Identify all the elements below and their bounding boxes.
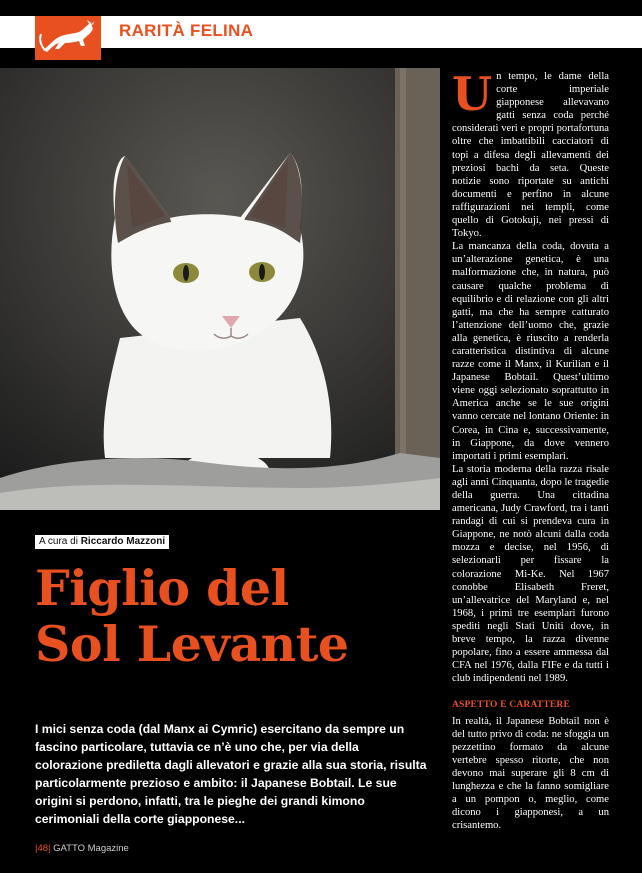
page-footer [35,843,129,854]
article-paragraph-1: n tempo, le dame della corte imperiale giapponese allevavano gatti senza coda perché considerati veri e propri portafortuna oltre che imbattibili cacciatori di topi a difesa degli allevamenti dei preziosi bachi da seta. Queste notizie sono riportate su antichi documenti e perfino in alcune raffigurazioni nei templi, come quello di Gotokuji, nei pressi di Tokyo. [452,71,609,240]
page-number: |48| [35,843,51,854]
credit-prefix: A cura di [39,536,78,547]
article-column [452,67,609,832]
author-credit [35,535,169,549]
leaping-cat-icon [35,16,101,60]
article-paragraph-3: La storia moderna della razza risale agli anni Cinquanta, dopo le tragedie della guerra. Una cittadina americana, Judy Crawford, tra i tanti randagi di cui si prendeva cura in Giappone, ne notò alcuni dalla coda mozza e decise, nel 1956, di selezionarli per fissare la colorazione Mi-Ke. Nel 1967 conobbe Elisabeth Freret, un’allevatrice del Maryland e, nel 1968, i primi tre esemplari furono spediti negli Stati Uniti dove, in breve tempo, la razza divenne popolare, fino a essere ammessa dal CFA nel 1976, dalla FIFe e da tutti i club indipendenti nel 1989. [452,463,609,685]
drop-cap: U [452,67,493,121]
cat-photo [0,68,440,510]
intro-paragraph: I mici senza coda (dal Manx ai Cymric) esercitano da sempre un fascino particolare, tuttavia ce n’è uno che, per via della colorazione prediletta dagli allevatori e grazie alla sua storia, risulta particolarmente prezioso e ambito: il Japanese Bobtail. Le sue origini si perdono, infatti, tra le pieghe dei grandi kimono cerimoniali della corte giapponese... [35,722,427,826]
section-label: RARITÀ FELINA [119,21,254,40]
article-title [35,560,349,672]
article-paragraph-2: La mancanza della coda, dovuta a un’alterazione genetica, è una malformazione che, in natura, può causare qualche problema di equilibrio e di relazione con gli altri gatti, ma che ha sempre catturato l’attenzione dell’uomo che, grazie alla genetica, è riuscito a renderla caratteristica distintiva di alcune razze come il Manx, il Kurilian e il Japanese Bobtail. Quest’ultimo viene oggi selezionato soprattutto in America anche se le sue origini vanno cercate nel lontano Oriente: in Corea, in Cina e, successivamente, in Giappone, da dove vennero importati i primi esemplari. [452,241,609,462]
section-subhead: ASPETTO E CARATTERE [452,700,571,711]
header-bar [0,16,642,48]
credit-author: Riccardo Mazzoni [80,536,166,547]
article-paragraph-4: In realtà, il Japanese Bobtail non è del tutto privo di coda: ne sfoggia un pezzettino formato da alcune vertebre spesso ritorte, che non devono mai superare gli 8 cm di lunghezza e che la fanno somigliare a un pompon o, meglio, come dicono i giapponesi, a un crisantemo. [452,715,609,832]
cat-logo [35,16,101,60]
title-line-2: Sol Levante [35,615,349,673]
magazine-name: GATTO Magazine [53,843,129,854]
title-line-1: Figlio del [35,559,289,617]
